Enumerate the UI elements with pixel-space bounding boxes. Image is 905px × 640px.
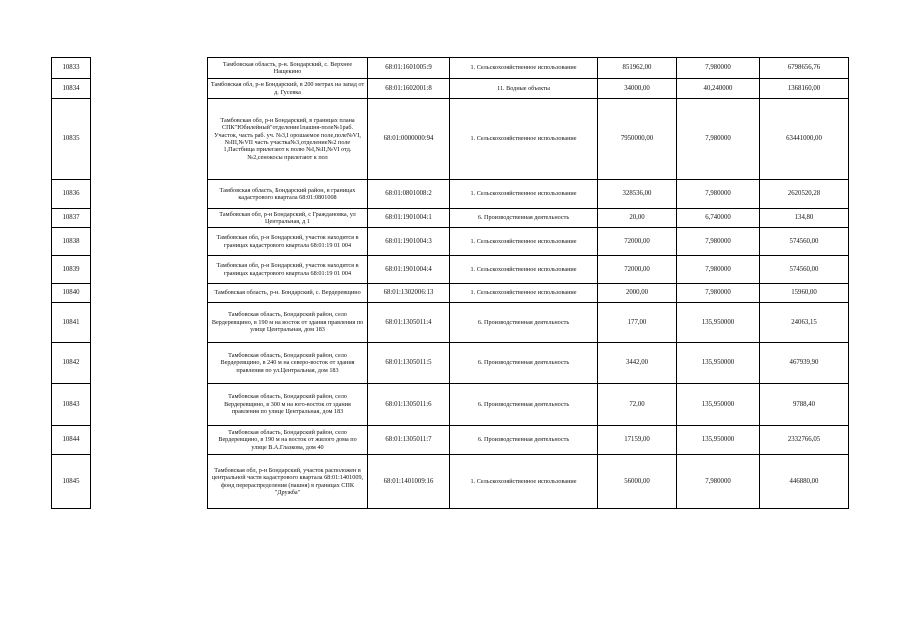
address-cell: Тамбовская обл, р-н Бондарский, в границах плана СПК"Юбилейный"отделение1пашня-поле№1раб. Участок, часть раб. уч. №3,I орошаемое поле,поле№VI,№III,№VII часть участка№3,отделение№2 поле 1,Пастбища прилегают к полю №I,№II,№VI отд. №2,сенокосы прилегают к пол bbox=[208, 99, 368, 180]
rate-cell: 135,950000 bbox=[677, 303, 760, 343]
cadastral-number-cell: 68:01:1302006:13 bbox=[368, 284, 450, 303]
rate-cell: 7,980000 bbox=[677, 455, 760, 509]
cadastral-value-cell: 574560,00 bbox=[760, 228, 849, 256]
row-id-cell: 10838 bbox=[52, 228, 91, 256]
cadastral-value-cell: 9788,40 bbox=[760, 384, 849, 426]
empty-cell bbox=[91, 426, 208, 455]
area-cell: 17159,00 bbox=[598, 426, 677, 455]
land-registry-table bbox=[51, 57, 849, 509]
table-body bbox=[52, 58, 849, 509]
empty-cell bbox=[91, 58, 208, 79]
land-use-cell: 6. Производственная деятельность bbox=[450, 343, 598, 384]
empty-cell bbox=[91, 228, 208, 256]
rate-cell: 40,240000 bbox=[677, 79, 760, 99]
table-row bbox=[52, 384, 849, 426]
row-id-cell: 10845 bbox=[52, 455, 91, 509]
address-cell: Тамбовская обл, р-н Бондарский, с Граждановка, ул Центральная, д 1 bbox=[208, 209, 368, 228]
area-cell: 34000,00 bbox=[598, 79, 677, 99]
cadastral-number-cell: 68:01:1401009:16 bbox=[368, 455, 450, 509]
land-use-cell: 11. Водные объекты bbox=[450, 79, 598, 99]
land-use-cell: 6. Производственная деятельность bbox=[450, 384, 598, 426]
land-use-cell: 1. Сельскохозяйственное использование bbox=[450, 58, 598, 79]
table-row bbox=[52, 79, 849, 99]
cadastral-number-cell: 68:01:1305011:7 bbox=[368, 426, 450, 455]
address-cell: Тамбовская область, Бондарский район, в границах кадастрового квартала 68:01:0801008 bbox=[208, 180, 368, 209]
empty-cell bbox=[91, 79, 208, 99]
cadastral-value-cell: 134,80 bbox=[760, 209, 849, 228]
cadastral-value-cell: 2620520,28 bbox=[760, 180, 849, 209]
cadastral-number-cell: 68:01:0801008:2 bbox=[368, 180, 450, 209]
address-cell: Тамбовская область, Бондарский район, село Вердеревщино, в 240 м на северо-восток от здания правления по ул.Центральная, дом 183 bbox=[208, 343, 368, 384]
row-id-cell: 10835 bbox=[52, 99, 91, 180]
cadastral-value-cell: 6798656,76 bbox=[760, 58, 849, 79]
area-cell: 20,00 bbox=[598, 209, 677, 228]
cadastral-number-cell: 68:01:1305011:6 bbox=[368, 384, 450, 426]
cadastral-value-cell: 24063,15 bbox=[760, 303, 849, 343]
row-id-cell: 10841 bbox=[52, 303, 91, 343]
row-id-cell: 10844 bbox=[52, 426, 91, 455]
empty-cell bbox=[91, 455, 208, 509]
address-cell: Тамбовская область, р-н. Бондарский, с. Вердеревщино bbox=[208, 284, 368, 303]
address-cell: Тамбовская обл, р-н Бондарский, участок находится в границах кадастрового квартала 68:01:19 01 004 bbox=[208, 228, 368, 256]
row-id-cell: 10840 bbox=[52, 284, 91, 303]
empty-cell bbox=[91, 99, 208, 180]
land-use-cell: 1. Сельскохозяйственное использование bbox=[450, 455, 598, 509]
rate-cell: 135,950000 bbox=[677, 426, 760, 455]
address-cell: Тамбовская область, Бондарский район, село Вердеревщино, в 190 м на восток от жилого дома по улице В.А.Глазкова, дом 40 bbox=[208, 426, 368, 455]
table-row bbox=[52, 284, 849, 303]
land-use-cell: 1. Сельскохозяйственное использование bbox=[450, 228, 598, 256]
empty-cell bbox=[91, 303, 208, 343]
cadastral-number-cell: 68:01:1602001:8 bbox=[368, 79, 450, 99]
area-cell: 72,00 bbox=[598, 384, 677, 426]
rate-cell: 6,740000 bbox=[677, 209, 760, 228]
cadastral-value-cell: 63441000,00 bbox=[760, 99, 849, 180]
area-cell: 7950000,00 bbox=[598, 99, 677, 180]
row-id-cell: 10842 bbox=[52, 343, 91, 384]
rate-cell: 7,980000 bbox=[677, 99, 760, 180]
cadastral-value-cell: 15960,00 bbox=[760, 284, 849, 303]
table-row bbox=[52, 58, 849, 79]
cadastral-value-cell: 467939,90 bbox=[760, 343, 849, 384]
table-row bbox=[52, 303, 849, 343]
land-use-cell: 6. Производственная деятельность bbox=[450, 303, 598, 343]
land-use-cell: 6. Производственная деятельность bbox=[450, 426, 598, 455]
cadastral-number-cell: 68:01:1901004:4 bbox=[368, 256, 450, 284]
row-id-cell: 10833 bbox=[52, 58, 91, 79]
rate-cell: 7,980000 bbox=[677, 180, 760, 209]
row-id-cell: 10843 bbox=[52, 384, 91, 426]
address-cell: Тамбовская обл, р-н Бондарский, в 200 метрах на запад от д. Гусевка bbox=[208, 79, 368, 99]
rate-cell: 7,980000 bbox=[677, 58, 760, 79]
table-row bbox=[52, 99, 849, 180]
rate-cell: 7,980000 bbox=[677, 284, 760, 303]
area-cell: 177,00 bbox=[598, 303, 677, 343]
cadastral-value-cell: 574560,00 bbox=[760, 256, 849, 284]
table-row bbox=[52, 256, 849, 284]
row-id-cell: 10839 bbox=[52, 256, 91, 284]
table-row bbox=[52, 455, 849, 509]
empty-cell bbox=[91, 384, 208, 426]
empty-cell bbox=[91, 209, 208, 228]
document-page bbox=[51, 57, 848, 509]
row-id-cell: 10834 bbox=[52, 79, 91, 99]
land-use-cell: 1. Сельскохозяйственное использование bbox=[450, 99, 598, 180]
table-row bbox=[52, 209, 849, 228]
address-cell: Тамбовская область, Бондарский район, село Вердеревщино, в 300 м на юго-восток от здания правления по улице Центральная, дом 183 bbox=[208, 384, 368, 426]
area-cell: 56000,00 bbox=[598, 455, 677, 509]
land-use-cell: 6. Производственная деятельность bbox=[450, 209, 598, 228]
address-cell: Тамбовская область, р-н. Бондарский, с. Верхнее Нащекино bbox=[208, 58, 368, 79]
table-row bbox=[52, 426, 849, 455]
empty-cell bbox=[91, 256, 208, 284]
cadastral-value-cell: 1368160,00 bbox=[760, 79, 849, 99]
rate-cell: 7,980000 bbox=[677, 256, 760, 284]
table-row bbox=[52, 228, 849, 256]
area-cell: 72000,00 bbox=[598, 228, 677, 256]
cadastral-number-cell: 68:01:1305011:5 bbox=[368, 343, 450, 384]
address-cell: Тамбовская область, Бондарский район, село Вердеревщино, в 190 м на восток от здания правления по улице Центральная, дом 183 bbox=[208, 303, 368, 343]
cadastral-number-cell: 68:01:1901004:1 bbox=[368, 209, 450, 228]
empty-cell bbox=[91, 180, 208, 209]
rate-cell: 135,950000 bbox=[677, 384, 760, 426]
empty-cell bbox=[91, 343, 208, 384]
cadastral-value-cell: 446880,00 bbox=[760, 455, 849, 509]
cadastral-value-cell: 2332766,05 bbox=[760, 426, 849, 455]
land-use-cell: 1. Сельскохозяйственное использование bbox=[450, 180, 598, 209]
table-row bbox=[52, 180, 849, 209]
address-cell: Тамбовская обл, р-н Бондарский, участок расположен в центральной части кадастрового квартала 68:01:1401009, фонд перераспределения (пашня) в границах СПК "Дружба" bbox=[208, 455, 368, 509]
area-cell: 72000,00 bbox=[598, 256, 677, 284]
cadastral-number-cell: 68:01:1601005:9 bbox=[368, 58, 450, 79]
address-cell: Тамбовская обл, р-н Бондарский, участок находится в границах кадастрового квартала 68:01:19 01 004 bbox=[208, 256, 368, 284]
cadastral-number-cell: 68:01:1305011:4 bbox=[368, 303, 450, 343]
empty-cell bbox=[91, 284, 208, 303]
land-use-cell: 1. Сельскохозяйственное использование bbox=[450, 284, 598, 303]
area-cell: 2000,00 bbox=[598, 284, 677, 303]
rate-cell: 135,950000 bbox=[677, 343, 760, 384]
cadastral-number-cell: 68:01:1901004:3 bbox=[368, 228, 450, 256]
rate-cell: 7,980000 bbox=[677, 228, 760, 256]
area-cell: 3442,00 bbox=[598, 343, 677, 384]
area-cell: 328536,00 bbox=[598, 180, 677, 209]
table-row bbox=[52, 343, 849, 384]
land-use-cell: 1. Сельскохозяйственное использование bbox=[450, 256, 598, 284]
row-id-cell: 10837 bbox=[52, 209, 91, 228]
cadastral-number-cell: 68:01:0000000:94 bbox=[368, 99, 450, 180]
row-id-cell: 10836 bbox=[52, 180, 91, 209]
area-cell: 851962,00 bbox=[598, 58, 677, 79]
